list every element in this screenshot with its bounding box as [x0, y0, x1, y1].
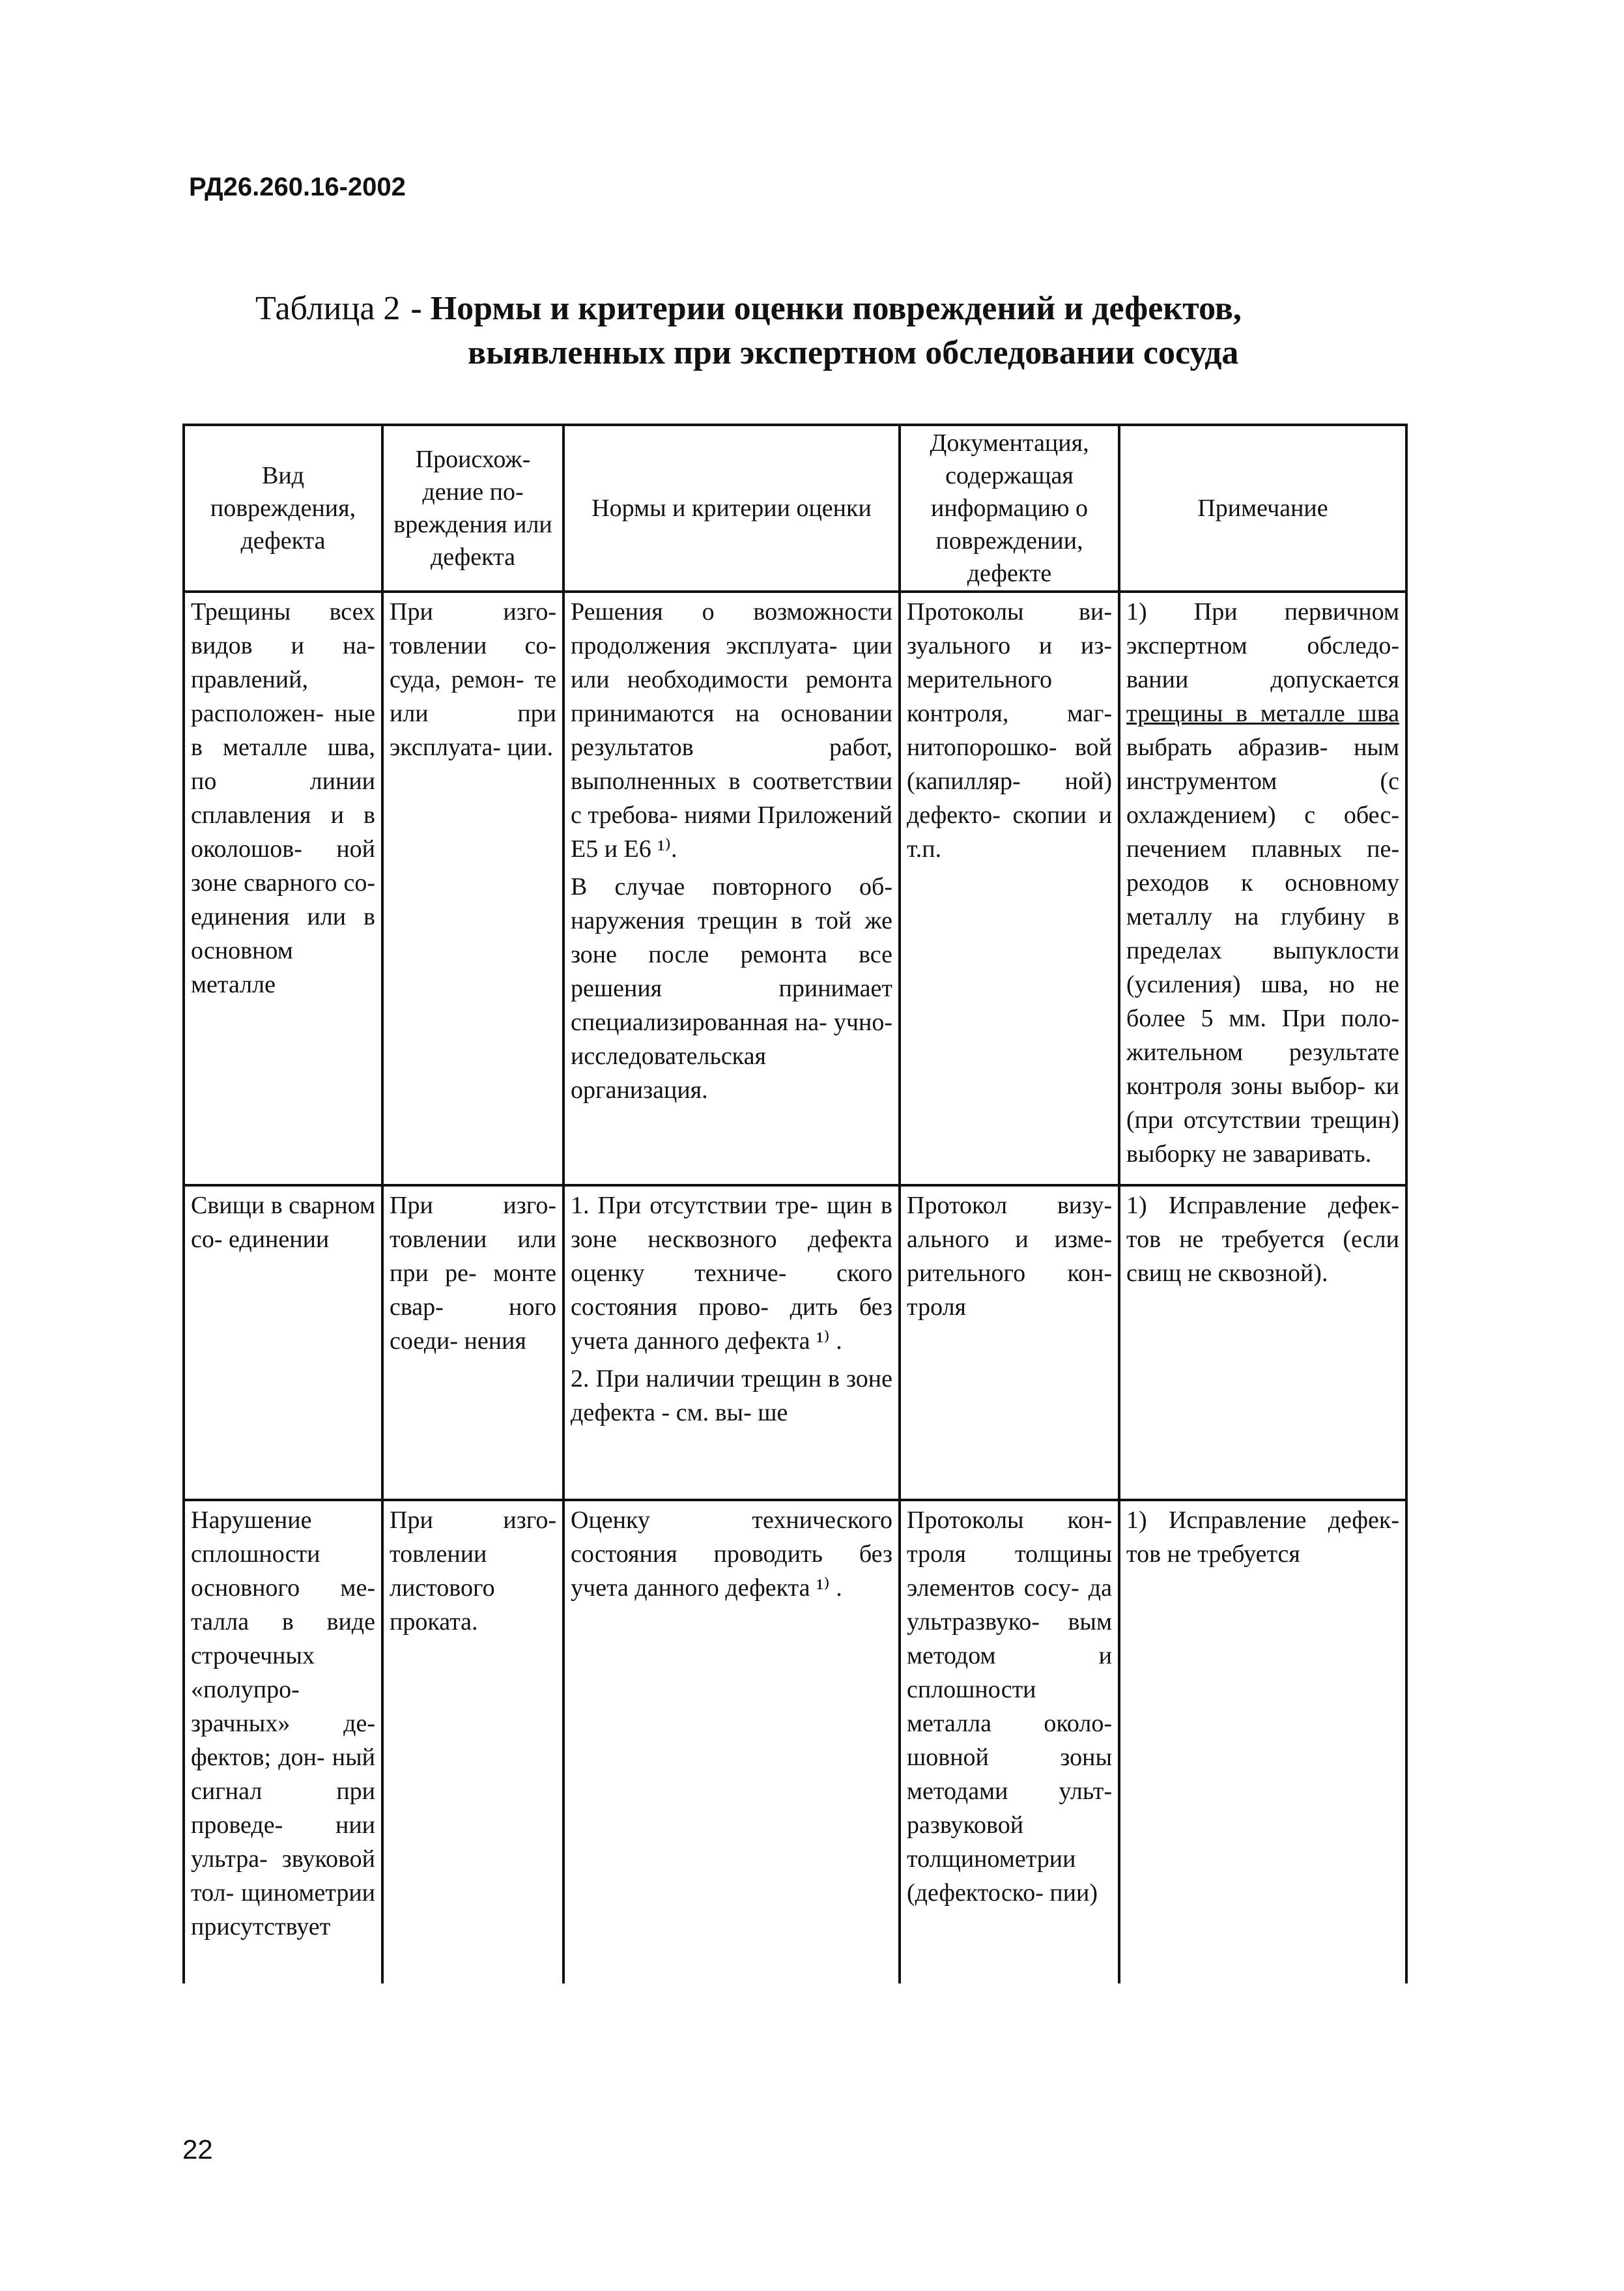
table-row — [184, 592, 1406, 1185]
criteria-paragraph: В случае повторного об- наружения трещин в той же зоне после ремонта все решения принимает специализированная на- учно-исследовательская организация. — [571, 873, 892, 1104]
table-title-line-2: выявленных при экспертном обследовании сосуда — [468, 334, 1239, 371]
cell-documentation: Протоколы ви- зуального и из- мерительного контроля, маг- нитопорошко- вой (капилляр- ной) дефекто- скопии и т.п. — [900, 592, 1119, 1185]
cell-documentation: Протоколы кон- троля толщины элементов сосу- да ультразвуко- вым методом и сплошности металла около- шовной зоны методами ульт- развуковой толщинометрии (дефектоско- пии) — [900, 1500, 1119, 1983]
note-text: выбрать абразив- ным инструментом (с охлаждением) с обес- печением плавных пе- реходов к основному металлу на глубину в пределах выпуклости (усиления) шва, но не более 5 мм. При поло- жительном результате контроля зоны выбор- ки (при отсутствии трещин) выборку не заваривать. — [1126, 734, 1399, 1168]
header-note: Примечание — [1119, 425, 1406, 592]
table-header-row — [184, 425, 1406, 592]
cell-damage-type: Свищи в сварном со- единении — [184, 1185, 382, 1500]
header-damage-type: Вид повреждения, дефекта — [184, 425, 382, 592]
table-row — [184, 1500, 1406, 1983]
note-underlined-text: трещины в металле шва — [1126, 700, 1399, 727]
table-title-label: Таблица 2 — [255, 290, 401, 327]
cell-note: 1) Исправление дефек- тов не требуется — [1119, 1500, 1406, 1983]
cell-criteria — [563, 592, 900, 1185]
document-code: РД26.260.16-2002 — [189, 173, 406, 201]
cell-origin: При изго- товлении или при ре- монте свар- ного соеди- нения — [382, 1185, 563, 1500]
cell-note: 1) Исправление дефек- тов не требуется (если свищ не сквозной). — [1119, 1185, 1406, 1500]
note-text: 1) При первичном экспертном обследо- вании допускается — [1126, 598, 1399, 693]
cell-documentation: Протокол визу- ального и изме- рительного кон- троля — [900, 1185, 1119, 1500]
criteria-paragraph: Решения о возможности продолжения эксплуата- ции или необходимости ремонта принимаются на основании результатов работ, выполненных в соответствии с требова- ниями Приложений Е5 и Е6 ¹⁾. — [571, 598, 892, 863]
table-title — [255, 287, 1493, 375]
criteria-paragraph: 2. При наличии трещин в зоне дефекта - см. вы- ше — [571, 1365, 892, 1426]
page-number: 22 — [182, 2134, 213, 2165]
cell-damage-type: Нарушение сплошности основного ме- талла в виде строчечных «полупро- зрачных» де- фектов; дон- ный сигнал при проведе- нии ультра- звуковой тол- щинометрии присутствует — [184, 1500, 382, 1983]
cell-origin: При изго- товлении листового проката. — [382, 1500, 563, 1983]
cell-note — [1119, 592, 1406, 1185]
header-documentation: Документация, содержащая информацию о повреждении, дефекте — [900, 425, 1119, 592]
criteria-paragraph: 1. При отсутствии тре- щин в зоне несквозного дефекта оценку техниче- ского состояния прово- дить без учета данного дефекта ¹⁾ . — [571, 1192, 892, 1355]
table-row — [184, 1185, 1406, 1500]
table-title-line-1: Нормы и критерии оценки повреждений и дефектов, — [430, 290, 1242, 327]
table-title-dash: - — [410, 290, 422, 327]
cell-damage-type: Трещины всех видов и на- правлений, расположен- ные в металле шва, по линии сплавления и в околошов- ной зоне сварного со- единения или в основном металле — [184, 592, 382, 1185]
cell-origin: При изго- товлении со- суда, ремон- те или при эксплуата- ции. — [382, 592, 563, 1185]
cell-criteria — [563, 1185, 900, 1500]
header-criteria: Нормы и критерии оценки — [563, 425, 900, 592]
header-origin: Происхож- дение по- вреждения или дефекта — [382, 425, 563, 592]
defects-criteria-table — [182, 424, 1408, 1983]
cell-criteria: Оценку технического состояния проводить без учета данного дефекта ¹⁾ . — [563, 1500, 900, 1983]
